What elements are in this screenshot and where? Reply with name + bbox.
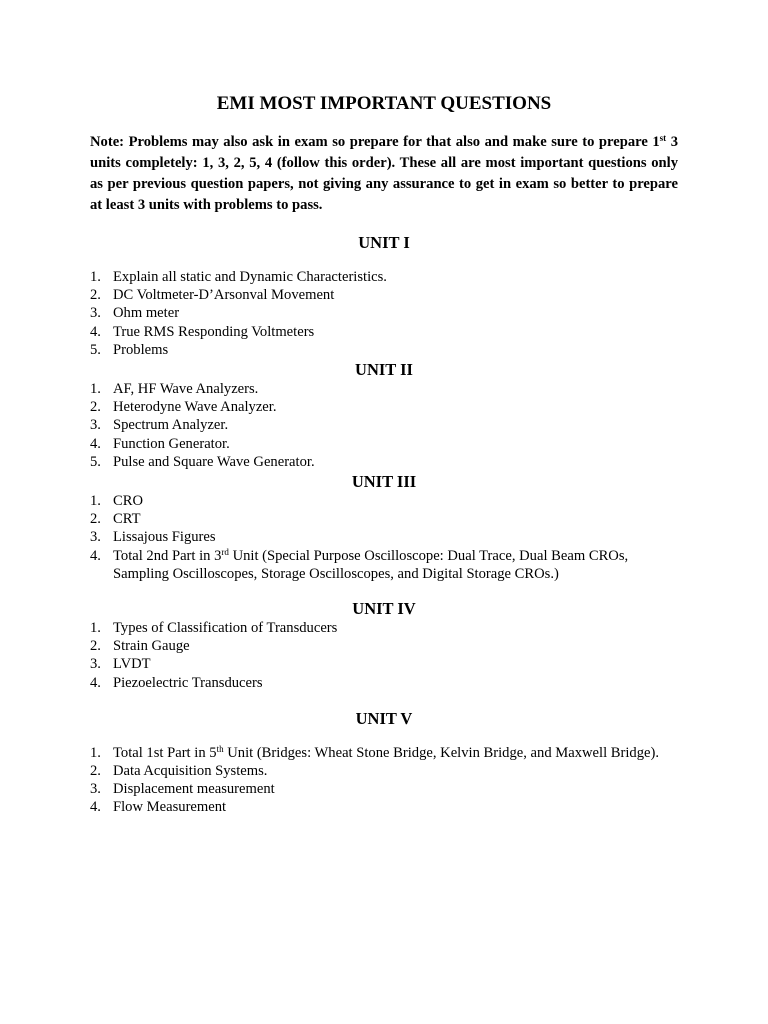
item-number: 3. [90, 529, 101, 546]
item-text: True RMS Responding Voltmeters [113, 323, 315, 340]
item-text: Ohm meter [113, 305, 180, 322]
unit-3-section [90, 472, 678, 583]
list-item [90, 304, 678, 322]
list-item [90, 380, 678, 398]
note-paragraph [90, 132, 678, 216]
list-item [90, 655, 678, 673]
document-title: EMI MOST IMPORTANT QUESTIONS [216, 93, 552, 114]
item-number: 2. [90, 287, 101, 304]
list-item [90, 547, 678, 583]
item-number: 1. [90, 744, 101, 761]
list-item [90, 780, 678, 798]
list-item [90, 619, 678, 637]
unit-3-heading: UNIT III [351, 472, 417, 492]
item-text: AF, HF Wave Analyzers. [113, 381, 259, 398]
list-item [90, 398, 678, 416]
list-item [90, 637, 678, 655]
list-item [90, 492, 678, 510]
item-number: 4. [90, 323, 101, 340]
item-number: 4. [90, 547, 101, 564]
list-item [90, 453, 678, 471]
item-text-end: Unit (Bridges: Wheat Stone Bridge, Kelvin Bridge, and Maxwell Bridge). [223, 744, 660, 761]
item-number: 2. [90, 638, 101, 655]
item-number: 4. [90, 674, 101, 691]
item-text: Data Acquisition Systems. [113, 763, 268, 780]
list-item [90, 744, 678, 762]
note-text-start: Note: Problems may also ask in exam so prepare for that also and make sure to prepare 1 [90, 134, 660, 150]
item-text: Heterodyne Wave Analyzer. [113, 399, 277, 416]
unit-4-list [90, 619, 678, 692]
list-item [90, 528, 678, 546]
list-item [90, 286, 678, 304]
list-item [90, 435, 678, 453]
item-superscript: rd [221, 546, 229, 557]
item-number: 3. [90, 305, 101, 322]
list-item [90, 416, 678, 434]
item-text: LVDT [113, 656, 151, 673]
item-text: Explain all static and Dynamic Characteristics. [113, 269, 387, 285]
unit-2-section [90, 360, 678, 471]
item-text: Spectrum Analyzer. [113, 417, 229, 434]
item-text: Flow Measurement [113, 799, 227, 816]
unit-3-list [90, 492, 678, 583]
item-number: 5. [90, 453, 101, 470]
item-number: 3. [90, 781, 101, 798]
item-text: CRT [113, 511, 141, 528]
list-item [90, 798, 678, 816]
note-text-end: 3 units completely: 1, 3, 2, 5, 4 (follow this order). These all are most important questions only as per previous question papers, not giving any assurance to get in exam so better to prepare at least 3 units with problems to pass. [90, 134, 678, 213]
document-page [90, 92, 678, 817]
list-item [90, 341, 678, 359]
item-text: Pulse and Square Wave Generator. [113, 453, 315, 470]
list-item [90, 762, 678, 780]
item-number: 1. [90, 269, 101, 285]
item-text-end: Unit (Special Purpose Oscilloscope: Dual Trace, Dual Beam CROs, Sampling Oscilloscopes, Storage Oscilloscopes, and Digital Storage CROs.) [113, 547, 629, 582]
unit-4-heading: UNIT IV [352, 599, 416, 619]
item-text: CRO [113, 493, 144, 510]
item-text-start: Total 1st Part in 5 [113, 744, 217, 761]
item-text: Problems [113, 341, 169, 358]
unit-5-heading: UNIT V [355, 708, 413, 728]
item-superscript: th [216, 743, 224, 754]
item-text: Lissajous Figures [113, 529, 216, 546]
unit-2-heading: UNIT II [355, 360, 413, 380]
list-item [90, 268, 678, 286]
item-number: 1. [90, 620, 101, 637]
item-text: Displacement measurement [113, 781, 275, 798]
item-text: Piezoelectric Transducers [113, 674, 263, 691]
unit-5-list [90, 744, 678, 817]
unit-2-list [90, 380, 678, 471]
item-number: 1. [90, 493, 101, 510]
item-number: 4. [90, 799, 101, 816]
unit-4-section [90, 599, 678, 692]
item-text-start: Total 2nd Part in 3 [113, 547, 222, 564]
item-number: 3. [90, 417, 101, 434]
item-text: Strain Gauge [113, 638, 190, 655]
note-superscript: st [659, 133, 667, 143]
unit-1-list [90, 268, 678, 359]
item-text: DC Voltmeter-D’Arsonval Movement [113, 287, 335, 304]
list-item [90, 323, 678, 341]
item-number: 1. [90, 381, 101, 398]
item-text: Types of Classification of Transducers [113, 620, 338, 637]
item-number: 5. [90, 341, 101, 358]
list-item [90, 510, 678, 528]
item-number: 2. [90, 511, 101, 528]
unit-5-section [90, 709, 678, 817]
list-item [90, 674, 678, 692]
item-number: 3. [90, 656, 101, 673]
item-number: 2. [90, 763, 101, 780]
item-number: 2. [90, 399, 101, 416]
item-number: 4. [90, 435, 101, 452]
item-text [113, 548, 628, 582]
unit-1-section [90, 233, 678, 359]
item-text: Function Generator. [113, 435, 230, 452]
unit-1-heading: UNIT I [358, 233, 410, 252]
item-text [113, 745, 659, 761]
